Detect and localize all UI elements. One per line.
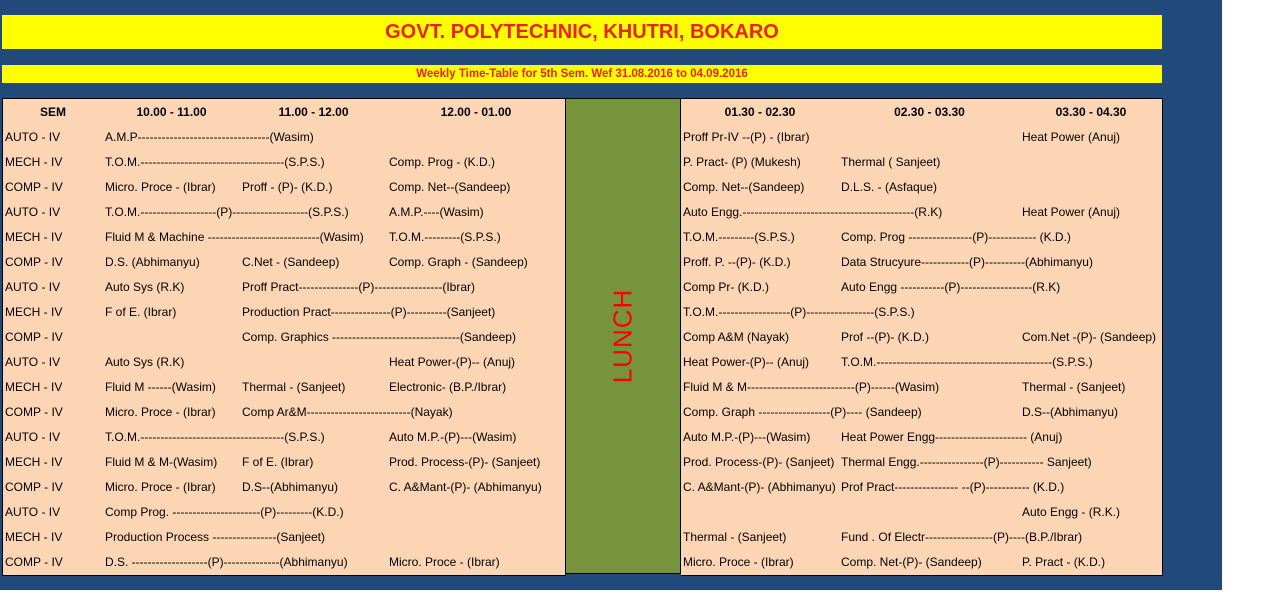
class-cell: T.O.M.--------------------------------------------(S.P.S.) — [839, 350, 1163, 376]
class-cell: Auto M.P.-(P)---(Wasim) — [681, 425, 840, 451]
sem-cell: AUTO - IV — [2, 350, 104, 376]
class-cell: A.M.P.----(Wasim) — [387, 200, 566, 226]
class-cell: F of E. (Ibrar) — [103, 300, 241, 326]
sem-cell: AUTO - IV — [2, 200, 104, 226]
class-cell: Prof --(P)- (K.D.) — [839, 325, 1021, 351]
class-cell: Production Process ----------------(Sanjeet) — [103, 525, 388, 551]
class-cell: T.O.M.------------------------------------(S.P.S.) — [103, 425, 388, 451]
class-cell: Comp. Graph ------------------(P)---- (Sandeep) — [681, 400, 1021, 426]
class-cell: Fluid M & M-(Wasim) — [103, 450, 241, 476]
class-cell — [103, 325, 241, 351]
class-cell: Proff. P. --(P)- (K.D.) — [681, 250, 840, 276]
class-cell: Heat Power-(P)-- (Anuj) — [681, 350, 840, 376]
class-cell: Thermal - (Sanjeet) — [240, 375, 388, 401]
class-cell: T.O.M.---------(S.P.S.) — [681, 225, 840, 251]
class-cell: F of E. (Ibrar) — [240, 450, 388, 476]
class-cell: Micro. Proce - (Ibrar) — [681, 550, 840, 576]
class-cell: Fluid M ------(Wasim) — [103, 375, 241, 401]
header-cell: 12.00 - 01.00 — [387, 98, 566, 126]
sem-cell: MECH - IV — [2, 150, 104, 176]
sem-cell: AUTO - IV — [2, 275, 104, 301]
class-cell: Auto Engg -----------(P)------------------(R.K) — [839, 275, 1163, 301]
class-cell: Comp. Net-(P)- (Sandeep) — [839, 550, 1021, 576]
class-cell: T.O.M.------------------(P)-----------------(S.P.S.) — [681, 300, 1163, 326]
class-cell: Thermal - (Sanjeet) — [1020, 375, 1163, 401]
sem-cell: COMP - IV — [2, 325, 104, 351]
class-cell: T.O.M.-------------------(P)-------------------(S.P.S.) — [103, 200, 388, 226]
class-cell: Thermal ( Sanjeet) — [839, 150, 1163, 176]
class-cell: Prod. Process-(P)- (Sanjeet) — [681, 450, 840, 476]
class-cell: Auto Engg.-------------------------------------------(R.K) — [681, 200, 1021, 226]
class-cell: P. Pract - (K.D.) — [1020, 550, 1163, 576]
sem-cell: COMP - IV — [2, 175, 104, 201]
class-cell: D.S--(Abhimanyu) — [1020, 400, 1163, 426]
class-cell: A.M.P---------------------------------(Wasim) — [103, 125, 388, 151]
class-cell: Comp. Net--(Sandeep) — [681, 175, 840, 201]
class-cell: Micro. Proce - (Ibrar) — [103, 400, 241, 426]
class-cell: Proff Pr-IV --(P) - (Ibrar) — [681, 125, 840, 151]
class-cell: Micro. Proce - (Ibrar) — [103, 475, 241, 501]
sem-cell: COMP - IV — [2, 475, 104, 501]
class-cell: Production Pract---------------(P)----------(Sanjeet) — [240, 300, 566, 326]
class-cell — [387, 500, 566, 526]
class-cell: Comp Prog. ----------------------(P)---------(K.D.) — [103, 500, 388, 526]
sem-cell: MECH - IV — [2, 450, 104, 476]
class-cell: Comp. Prog ----------------(P)------------ (K.D.) — [839, 225, 1163, 251]
class-cell: Comp. Graphics --------------------------------(Sandeep) — [240, 325, 566, 351]
class-cell: D.S--(Abhimanyu) — [240, 475, 388, 501]
page-subtitle: Weekly Time-Table for 5th Sem. Wef 31.08.2016 to 04.09.2016 — [2, 65, 1162, 83]
class-cell: Auto Sys (R.K) — [103, 275, 241, 301]
class-cell: D.S. (Abhimanyu) — [103, 250, 241, 276]
class-cell: Proff Pract---------------(P)-----------------(Ibrar) — [240, 275, 566, 301]
sem-cell: MECH - IV — [2, 300, 104, 326]
class-cell: Auto M.P.-(P)---(Wasim) — [387, 425, 566, 451]
class-cell — [240, 350, 388, 376]
class-cell: Heat Power (Anuj) — [1020, 125, 1163, 151]
class-cell: Micro. Proce - (Ibrar) — [387, 550, 566, 576]
lunch-column — [565, 98, 681, 574]
header-cell: 01.30 - 02.30 — [681, 98, 840, 126]
class-cell: Comp Ar&M--------------------------(Nayak) — [240, 400, 566, 426]
sem-cell: AUTO - IV — [2, 500, 104, 526]
sem-cell: MECH - IV — [2, 525, 104, 551]
sem-cell: MECH - IV — [2, 225, 104, 251]
class-cell: Micro. Proce - (Ibrar) — [103, 175, 241, 201]
class-cell: Heat Power Engg----------------------- (Anuj) — [839, 425, 1163, 451]
class-cell: Prod. Process-(P)- (Sanjeet) — [387, 450, 566, 476]
header-cell: 11.00 - 12.00 — [240, 98, 388, 126]
class-cell: Auto Sys (R.K) — [103, 350, 241, 376]
lunch-label: LUNCH — [607, 288, 638, 384]
class-cell — [387, 125, 566, 151]
class-cell: D.L.S. - (Asfaque) — [839, 175, 1163, 201]
class-cell: Auto Engg - (R.K.) — [1020, 500, 1163, 526]
class-cell: P. Pract- (P) (Mukesh) — [681, 150, 840, 176]
header-cell: 03.30 - 04.30 — [1020, 98, 1163, 126]
sem-cell: MECH - IV — [2, 375, 104, 401]
class-cell — [681, 500, 1021, 526]
class-cell — [387, 525, 566, 551]
class-cell: Comp Pr- (K.D.) — [681, 275, 840, 301]
page-title: GOVT. POLYTECHNIC, KHUTRI, BOKARO — [2, 15, 1162, 49]
class-cell: Heat Power (Anuj) — [1020, 200, 1163, 226]
class-cell: Thermal - (Sanjeet) — [681, 525, 840, 551]
class-cell: T.O.M.---------(S.P.S.) — [387, 225, 566, 251]
class-cell: Data Strucyure------------(P)----------(Abhimanyu) — [839, 250, 1163, 276]
class-cell: C. A&Mant-(P)- (Abhimanyu) — [681, 475, 840, 501]
class-cell: Fund . Of Electr-----------------(P)----(B.P./Ibrar) — [839, 525, 1163, 551]
class-cell: D.S. -------------------(P)--------------(Abhimanyu) — [103, 550, 388, 576]
class-cell — [839, 125, 1021, 151]
class-cell: Com.Net -(P)- (Sandeep) — [1020, 325, 1163, 351]
class-cell: Heat Power-(P)-- (Anuj) — [387, 350, 566, 376]
class-cell: Comp. Graph - (Sandeep) — [387, 250, 566, 276]
class-cell: Prof Pract---------------- --(P)----------- (K.D.) — [839, 475, 1163, 501]
sem-cell: COMP - IV — [2, 400, 104, 426]
class-cell: Comp. Net--(Sandeep) — [387, 175, 566, 201]
class-cell: C.Net - (Sandeep) — [240, 250, 388, 276]
class-cell: Comp. Prog - (K.D.) — [387, 150, 566, 176]
class-cell: Fluid M & Machine ----------------------------(Wasim) — [103, 225, 388, 251]
header-cell: 10.00 - 11.00 — [103, 98, 241, 126]
sem-cell: COMP - IV — [2, 550, 104, 576]
sem-cell: COMP - IV — [2, 250, 104, 276]
class-cell: Proff - (P)- (K.D.) — [240, 175, 388, 201]
header-cell: 02.30 - 03.30 — [839, 98, 1021, 126]
class-cell: T.O.M.------------------------------------(S.P.S.) — [103, 150, 388, 176]
sem-cell: AUTO - IV — [2, 425, 104, 451]
class-cell: Thermal Engg.----------------(P)----------- Sanjeet) — [839, 450, 1163, 476]
class-cell: C. A&Mant-(P)- (Abhimanyu) — [387, 475, 566, 501]
class-cell: Comp A&M (Nayak) — [681, 325, 840, 351]
class-cell: Fluid M & M---------------------------(P)------(Wasim) — [681, 375, 1021, 401]
header-cell: SEM — [2, 98, 104, 126]
sem-cell: AUTO - IV — [2, 125, 104, 151]
class-cell: Electronic- (B.P./Ibrar) — [387, 375, 566, 401]
